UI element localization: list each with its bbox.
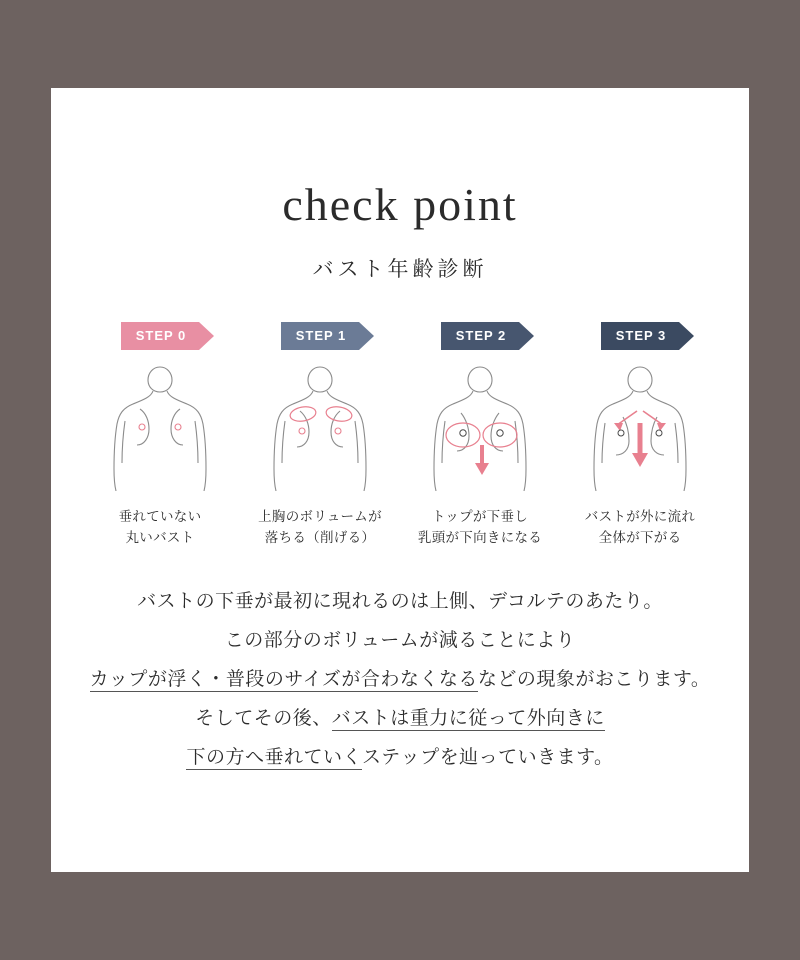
step-list (51, 321, 749, 549)
step-caption-2 (418, 507, 542, 549)
step-item-3 (560, 321, 720, 549)
description-line-4-underline: バストは重力に従って外向きに (331, 707, 605, 729)
page-subtitle: バスト年齢診断 (312, 258, 488, 281)
description-line-4-plain: そしてその後、 (195, 707, 332, 729)
step-caption-line1-1: 上胸のボリュームが (258, 509, 382, 524)
step-caption-line2-3: 全体が下がる (598, 529, 682, 545)
step-tag-wrap-2 (441, 321, 519, 351)
step-caption-line2-0: 丸いバスト (125, 529, 195, 545)
description-line-3 (51, 661, 749, 700)
step-tag-wrap-3 (601, 321, 679, 351)
step-badge-3 (601, 322, 679, 350)
page-title: check point (282, 179, 518, 230)
description-line-1: バストの下垂が最初に現れるのは上側、デコルテのあたり。 (137, 590, 663, 612)
step-badge-label-3: STEP 3 (615, 328, 667, 343)
step-caption-1 (258, 507, 382, 549)
step-tag-wrap-1 (281, 321, 359, 351)
description-block (51, 583, 749, 778)
description-line-3-underline: カップが浮く・普段のサイズが合わなくなる (89, 668, 478, 690)
step-tag-wrap-0 (121, 321, 199, 351)
description-line-5-underline: 下の方へ垂れていく (186, 746, 362, 768)
step-caption-line1-0: 垂れていない (118, 509, 202, 524)
step-item-1 (240, 321, 400, 549)
description-line-2: この部分のボリュームが減ることにより (224, 629, 576, 651)
torso-illustration-step0 (85, 361, 235, 491)
torso-illustration-step3 (565, 361, 715, 491)
step-badge-1 (281, 322, 359, 350)
step-item-0 (80, 321, 240, 549)
step-badge-0 (121, 322, 199, 350)
step-badge-label-0: STEP 0 (135, 328, 187, 343)
description-line-4 (51, 700, 749, 739)
torso-illustration-step1 (245, 361, 395, 491)
description-line-5 (51, 739, 749, 778)
step-caption-line2-2: 乳頭が下向きになる (417, 529, 543, 545)
down-arrow-icon (632, 423, 648, 467)
description-line-3-rest: などの現象がおこります。 (477, 668, 711, 690)
torso-illustration-step2 (405, 361, 555, 491)
step-caption-3 (585, 507, 695, 549)
step-badge-label-2: STEP 2 (455, 328, 507, 343)
step-caption-line2-1: 落ちる（削げる） (264, 529, 376, 545)
step-badge-2 (441, 322, 519, 350)
step-item-2 (400, 321, 560, 549)
check-point-card (51, 88, 749, 872)
step-badge-label-1: STEP 1 (295, 328, 347, 343)
step-caption-line1-2: トップが下垂し (431, 509, 529, 524)
down-arrow-icon (475, 445, 489, 475)
step-caption-0 (119, 507, 202, 549)
description-line-5-rest: ステップを辿っていきます。 (361, 746, 614, 768)
step-caption-line1-3: バストが外に流れ (584, 509, 696, 524)
